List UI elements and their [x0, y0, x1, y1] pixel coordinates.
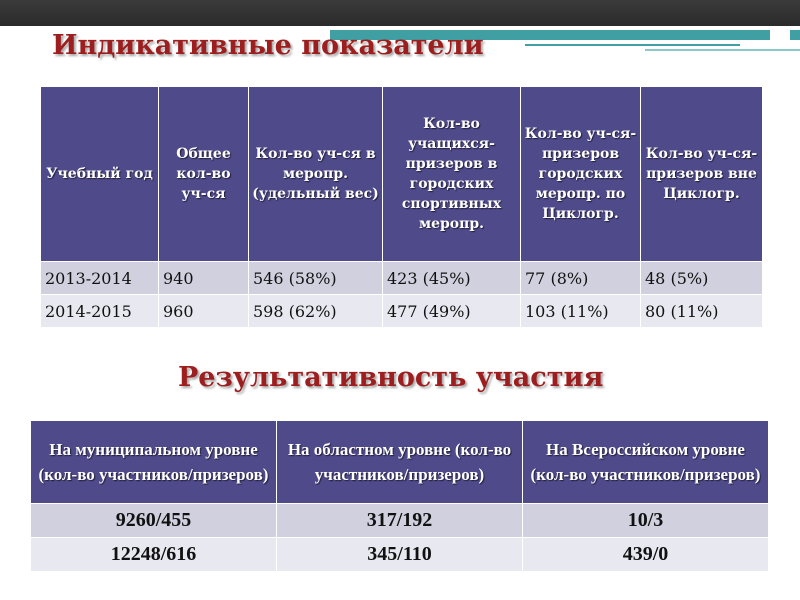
table-cell: 345/110	[277, 538, 523, 572]
table-cell: 960	[159, 295, 249, 328]
table-cell: 2014-2015	[41, 295, 159, 328]
table-cell: 598 (62%)	[249, 295, 383, 328]
page-title: Индикативные показатели	[52, 30, 484, 61]
header-cell: Общее кол-во уч-ся	[159, 87, 249, 262]
header-cell: Кол-во уч-ся в меропр. (удельный вес)	[249, 87, 383, 262]
participation-results-table	[30, 420, 769, 572]
header-cell: Кол-во уч-ся-призеров вне Циклогр.	[641, 87, 763, 262]
table-row	[31, 504, 769, 538]
table-cell: 477 (49%)	[383, 295, 521, 328]
accent-bar-right	[790, 30, 800, 40]
table-cell: 80 (11%)	[641, 295, 763, 328]
indicators-table	[40, 86, 763, 328]
section-title: Результативность участия	[178, 362, 604, 393]
table-cell: 77 (8%)	[521, 262, 641, 295]
header-cell: На Всероссийском уровне (кол-во участников/призеров)	[523, 421, 769, 504]
table-cell: 317/192	[277, 504, 523, 538]
top-bar	[0, 0, 800, 26]
header-cell: На муниципальном уровне (кол-во участников/призеров)	[31, 421, 277, 504]
table-row	[31, 538, 769, 572]
header-cell: Кол-во уч-ся-призеров городских меропр. по Циклогр.	[521, 87, 641, 262]
table-cell: 9260/455	[31, 504, 277, 538]
header-cell: Учебный год	[41, 87, 159, 262]
table-header-row	[31, 421, 769, 504]
table-row	[41, 295, 763, 328]
table-cell: 940	[159, 262, 249, 295]
table-row	[41, 262, 763, 295]
table-cell: 423 (45%)	[383, 262, 521, 295]
table-cell: 12248/616	[31, 538, 277, 572]
accent-line	[525, 44, 740, 46]
table-cell: 2013-2014	[41, 262, 159, 295]
table-cell: 103 (11%)	[521, 295, 641, 328]
table-cell: 10/3	[523, 504, 769, 538]
table-cell: 439/0	[523, 538, 769, 572]
accent-line-light	[645, 49, 800, 51]
table-header-row	[41, 87, 763, 262]
header-cell: На областном уровне (кол-во участников/призеров)	[277, 421, 523, 504]
table-cell: 48 (5%)	[641, 262, 763, 295]
header-cell: Кол-во учащихся-призеров в городских спортивных меропр.	[383, 87, 521, 262]
table-cell: 546 (58%)	[249, 262, 383, 295]
